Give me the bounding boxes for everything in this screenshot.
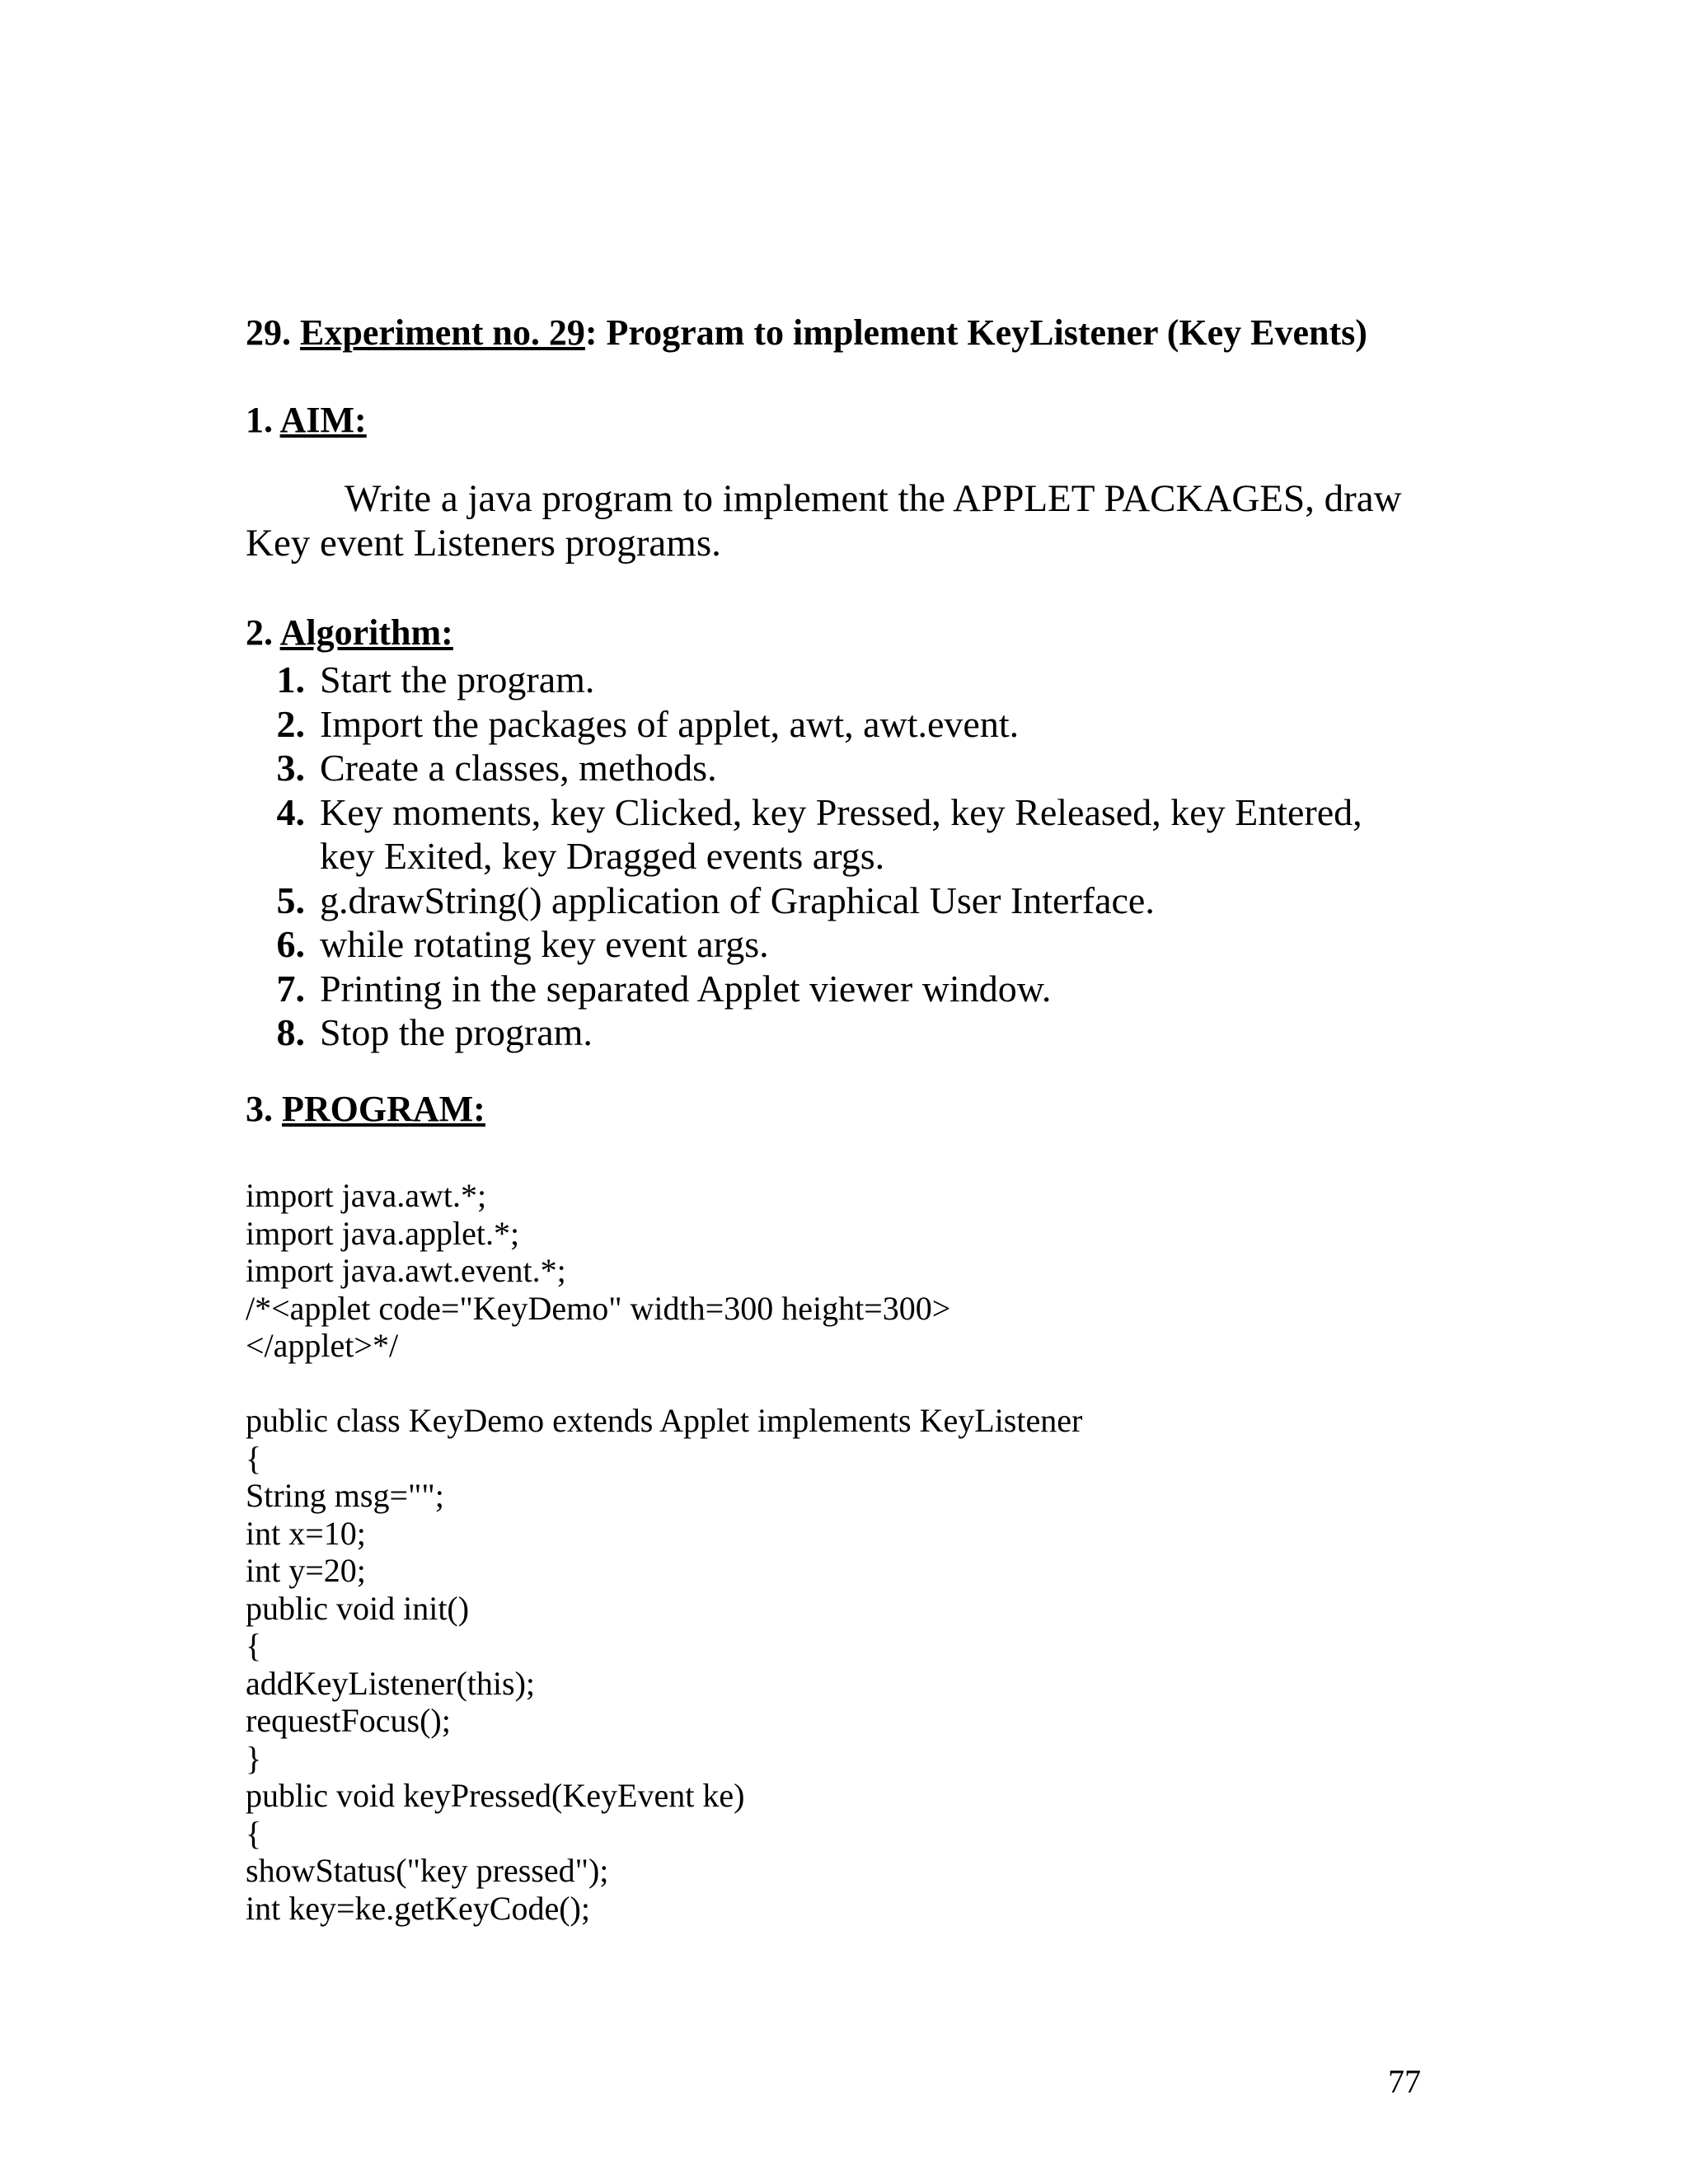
step-number: 6. <box>276 923 305 965</box>
code-line <box>246 1365 1082 1403</box>
code-line: </applet>*/ <box>246 1327 399 1364</box>
code-line: } <box>246 1739 262 1777</box>
step-number: 8. <box>276 1011 305 1053</box>
aim-line-2: Key event Listeners programs. <box>246 522 721 565</box>
step-number: 5. <box>276 879 305 921</box>
step-number: 4. <box>276 790 305 833</box>
algorithm-step <box>246 1010 1474 1055</box>
step-number: 1. <box>276 658 305 701</box>
algorithm-step-continuation <box>246 834 1474 879</box>
algorithm-step <box>246 658 1474 702</box>
step-text: Start the program. <box>320 658 595 701</box>
step-text: Printing in the separated Applet viewer window. <box>320 967 1052 1010</box>
code-line: public void init() <box>246 1589 470 1627</box>
program-code <box>246 1177 1082 1927</box>
page-number: 77 <box>1388 2063 1421 2100</box>
algorithm-step <box>246 967 1474 1011</box>
step-text: Import the packages of applet, awt, awt.event. <box>320 702 1020 745</box>
algorithm-step <box>246 746 1474 790</box>
code-line: addKeyListener(this); <box>246 1664 535 1702</box>
title-experiment-number: Experiment no. 29 <box>300 312 585 353</box>
code-line: import java.applet.*; <box>246 1214 520 1252</box>
title-prefix: 29. <box>246 312 300 353</box>
algorithm-step <box>246 879 1474 923</box>
algorithm-heading-number: 2. <box>246 612 280 653</box>
code-line: { <box>246 1627 262 1664</box>
code-line: { <box>246 1814 262 1852</box>
aim-heading-label: AIM: <box>279 400 367 440</box>
program-heading <box>246 1088 485 1130</box>
code-line: showStatus("key pressed"); <box>246 1852 609 1889</box>
step-number: 2. <box>276 702 305 745</box>
aim-paragraph <box>246 476 1449 565</box>
algorithm-step <box>246 790 1474 835</box>
aim-heading-number: 1. <box>246 400 280 440</box>
algorithm-step <box>246 922 1474 967</box>
step-text: Create a classes, methods. <box>320 747 717 789</box>
step-text: g.drawString() application of Graphical User Interface. <box>320 879 1155 921</box>
aim-heading <box>246 399 367 441</box>
step-text: key Exited, key Dragged events args. <box>320 835 885 877</box>
step-number <box>246 834 320 879</box>
algorithm-steps <box>246 658 1474 1055</box>
title-rest: : Program to implement KeyListener (Key Events) <box>584 312 1367 353</box>
code-line: int key=ke.getKeyCode(); <box>246 1889 590 1927</box>
program-heading-label: PROGRAM: <box>282 1089 485 1129</box>
code-line: /*<applet code="KeyDemo" width=300 height=300> <box>246 1289 951 1327</box>
code-line: requestFocus(); <box>246 1702 451 1739</box>
step-text: Stop the program. <box>320 1011 593 1053</box>
code-line: String msg=""; <box>246 1477 444 1514</box>
code-line: public void keyPressed(KeyEvent ke) <box>246 1777 745 1814</box>
code-line: { <box>246 1439 262 1477</box>
step-number: 7. <box>276 967 305 1010</box>
experiment-title <box>246 312 1367 354</box>
step-text: while rotating key event args. <box>320 923 769 965</box>
algorithm-heading-label: Algorithm: <box>279 612 453 653</box>
algorithm-step <box>246 702 1474 747</box>
code-line: public class KeyDemo extends Applet implements KeyListener <box>246 1402 1083 1439</box>
code-line: int x=10; <box>246 1514 366 1552</box>
code-line: int y=20; <box>246 1552 366 1589</box>
program-heading-number: 3. <box>246 1089 282 1129</box>
aim-line-1: Write a java program to implement the APPLET PACKAGES, draw <box>345 477 1402 520</box>
code-line: import java.awt.*; <box>246 1177 487 1214</box>
code-line: import java.awt.event.*; <box>246 1252 566 1289</box>
step-text: Key moments, key Clicked, key Pressed, key Released, key Entered, <box>320 790 1362 833</box>
step-number: 3. <box>276 747 305 789</box>
algorithm-heading <box>246 612 453 654</box>
